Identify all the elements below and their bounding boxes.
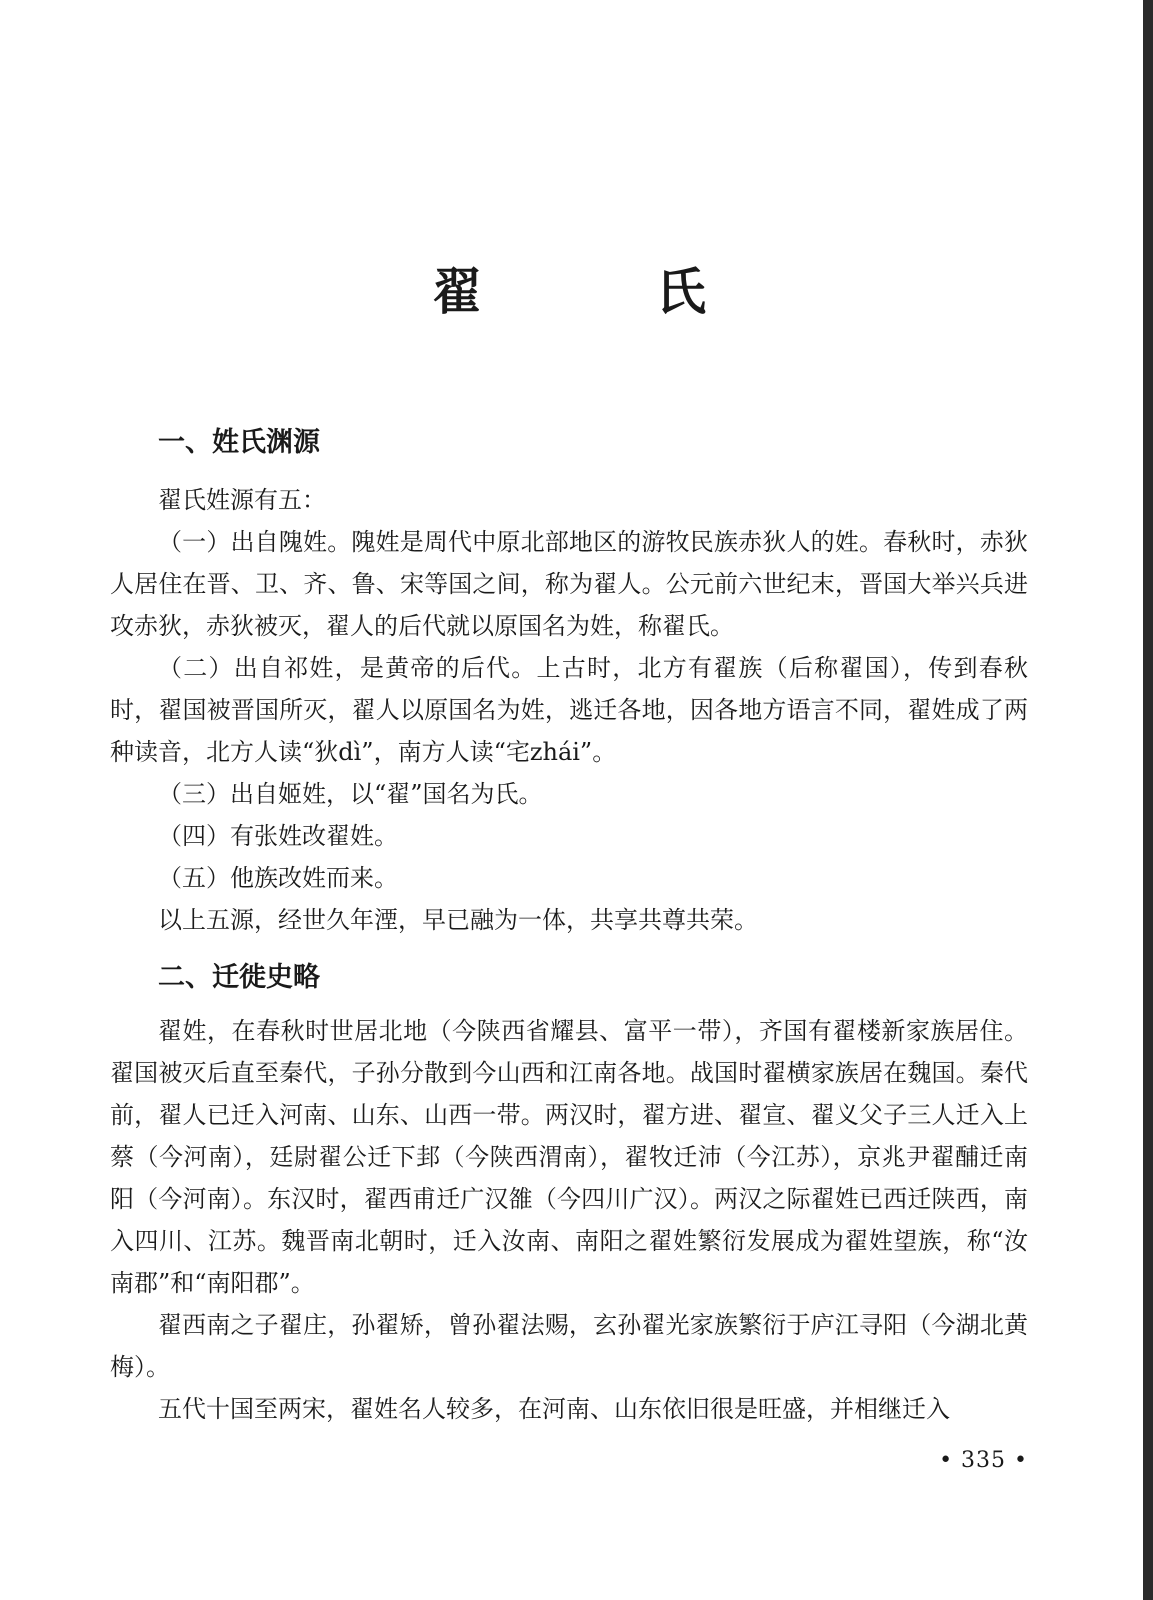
page-number: • 335 • [939,1448,1028,1473]
page-title: 翟 氏 [432,263,768,321]
section-heading-migration: 二、迁徙史略 [158,962,320,993]
paragraph-origin-4: （四）有张姓改翟姓。 [158,822,398,850]
paragraph-origin-5: （五）他族改姓而来。 [158,864,398,892]
paragraph-origin-2: （二）出自祁姓，是黄帝的后代。上古时，北方有翟族（后称翟国），传到春秋时，翟国被晋国所灭，翟人以原国名为姓，逃迁各地，因各地方语言不同，翟姓成了两种读音，北方人读“狄dì”，南方人读“宅zhái”。 [110,654,1028,766]
paragraph-origin-3: （三）出自姬姓，以“翟”国名为氏。 [158,780,543,808]
paragraph-intro: 翟氏姓源有五： [158,486,326,514]
document-page [110,0,1028,1600]
paragraph-migration-2: 翟西南之子翟庄，孙翟矫，曾孙翟法赐，玄孙翟光家族繁衍于庐江寻阳（今湖北黄梅）。 [110,1311,1028,1381]
scan-edge [1143,0,1153,1600]
paragraph-summary: 以上五源，经世久年湮，早已融为一体，共享共尊共荣。 [158,906,758,934]
paragraph-migration-3: 五代十国至两宋，翟姓名人较多，在河南、山东依旧很是旺盛，并相继迁入 [158,1395,950,1423]
paragraph-migration-1: 翟姓，在春秋时世居北地（今陕西省耀县、富平一带），齐国有翟楼新家族居住。翟国被灭后直至秦代，子孙分散到今山西和江南各地。战国时翟横家族居在魏国。秦代前，翟人已迁入河南、山东、山西一带。两汉时，翟方进、翟宣、翟义父子三人迁入上蔡（今河南），廷尉翟公迁下邽（今陕西渭南），翟牧迁沛（今江苏），京兆尹翟酺迁南阳（今河南）。东汉时，翟西甫迁广汉雒（今四川广汉）。两汉之际翟姓已西迁陕西，南入四川、江苏。魏晋南北朝时，迁入汝南、南阳之翟姓繁衍发展成为翟姓望族，称“汝南郡”和“南阳郡”。 [110,1017,1028,1297]
paragraph-origin-1: （一）出自隗姓。隗姓是周代中原北部地区的游牧民族赤狄人的姓。春秋时，赤狄人居住在晋、卫、齐、鲁、宋等国之间，称为翟人。公元前六世纪末，晋国大举兴兵进攻赤狄，赤狄被灭，翟人的后代就以原国名为姓，称翟氏。 [110,528,1028,640]
section-heading-origins: 一、姓氏渊源 [158,427,320,458]
